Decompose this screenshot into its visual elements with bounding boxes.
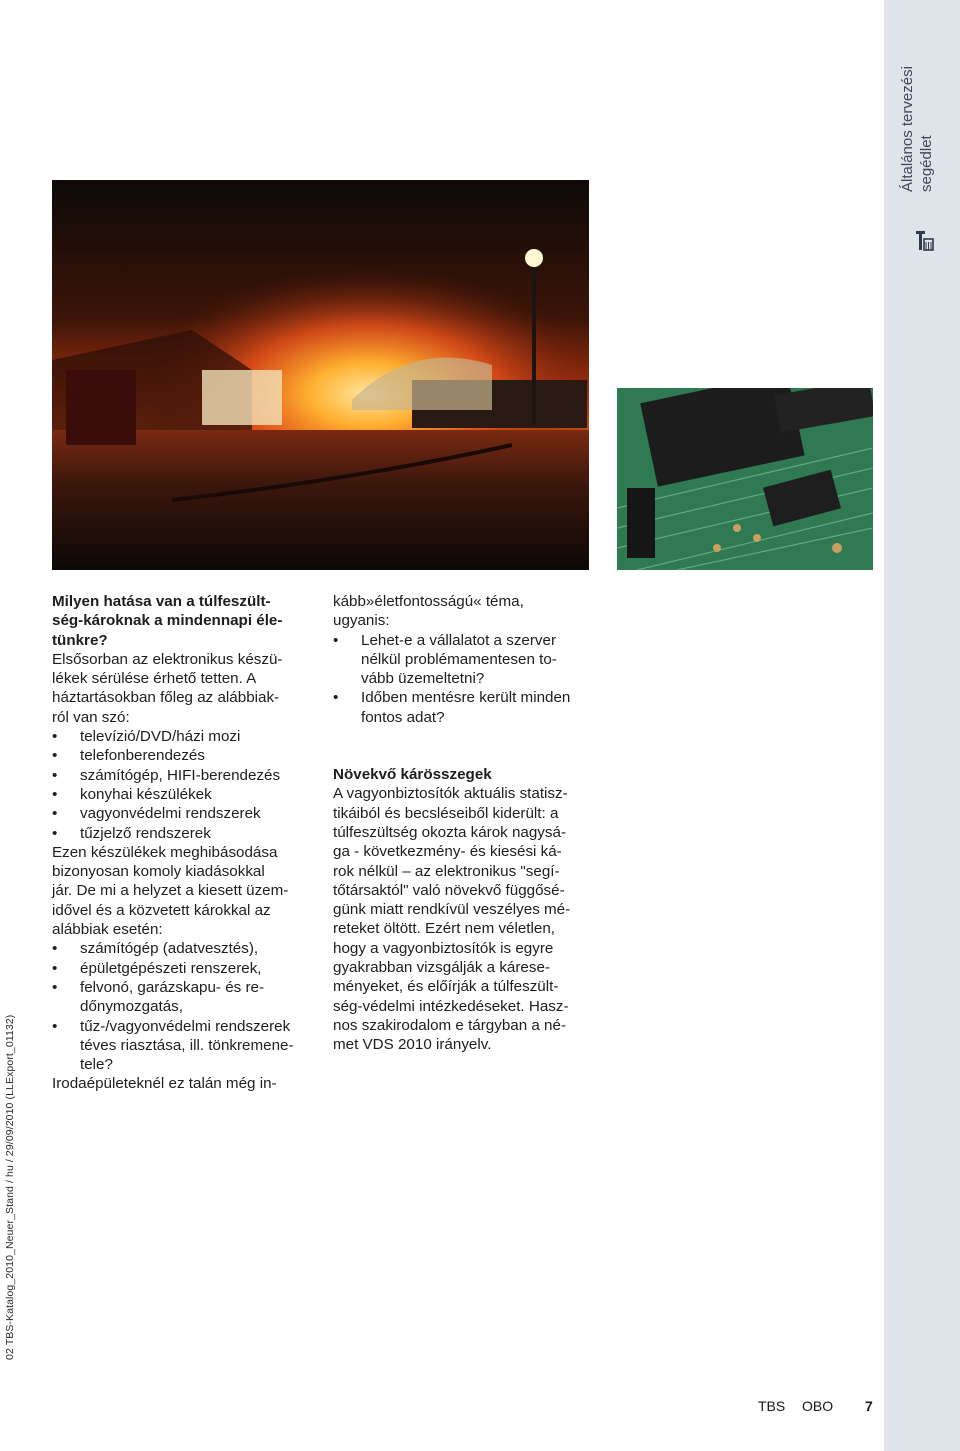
text-line: reteket öltött. Ezért nem véletlen,: [333, 920, 556, 938]
section-spacer: [333, 727, 593, 765]
text-line: bizonyosan komoly kiadásokkal: [52, 863, 265, 881]
text-line: háztartásokban főleg az alábbiak-: [52, 689, 280, 707]
text-line: ség-védelmi intézkedéseket. Hasz-: [333, 997, 569, 1015]
heading-line: ség-károknak a mindennapi éle-: [52, 612, 283, 630]
list-item: • tűzjelző rendszerek: [52, 824, 310, 843]
text-line: ugyanis:: [333, 612, 390, 630]
heading-growing-damages: Növekvő kárösszegek: [333, 766, 492, 784]
text-line: ményeket, és előírják a túlfeszült-: [333, 978, 559, 996]
sidebar-title-line1: Általános tervezési: [899, 66, 916, 192]
text-line: kább»életfontosságú« téma,: [333, 593, 524, 610]
list-item: • számítógép (adatvesztés),: [52, 939, 310, 958]
list-item: • számítógép, HIFI-berendezés: [52, 766, 310, 785]
list-item: • felvonó, garázskapu- és re- dőnymozgatás,: [52, 978, 310, 1017]
page-number: 7: [865, 1398, 873, 1414]
right-text-column: [333, 592, 593, 1055]
text-line: lékek sérülése érhető tetten. A: [52, 670, 257, 688]
text-line: A vagyonbiztosítók aktuális statisz-: [333, 785, 568, 803]
paragraph-intro: [52, 650, 310, 727]
list-item: • tűz-/vagyonvédelmi rendszerek téves riasztása, ill. tönkremene- tele?: [52, 1017, 310, 1075]
heading-line: tünkre?: [52, 631, 108, 649]
text-line: nos szakirodalom e tárgyban a né-: [333, 1016, 567, 1034]
heading-effects: [52, 592, 310, 650]
question-list: [333, 631, 593, 727]
list-item: • épületgépészeti renszerek,: [52, 959, 310, 978]
text-line: alábbiak esetén:: [52, 921, 163, 939]
footer-brand-obo: OBO: [802, 1398, 834, 1414]
text-line: met VDS 2010 irányelv.: [333, 1036, 492, 1054]
indirect-damage-list: [52, 939, 310, 1074]
paragraph-continued: [333, 592, 593, 631]
text-line: tőtársaktól" való növekvő függősé-: [333, 881, 565, 899]
list-item: • vagyonvédelmi rendszerek: [52, 804, 310, 823]
paragraph-insurers: [333, 784, 593, 1054]
footer-brand-tbs: TBS: [758, 1398, 786, 1414]
list-item: • Lehet-e a vállalatot a szerver nélkül problémamentesen to- vább üzemeltetni?: [333, 631, 593, 689]
paragraph-office: Irodaépületeknél ez talán még in-: [52, 1075, 277, 1093]
circuit-board-photo: [617, 388, 873, 570]
text-line: Ezen készülékek meghibásodása: [52, 843, 278, 861]
text-line: gyakrabban vizsgálják a kárese-: [333, 959, 550, 977]
list-item: • televízió/DVD/házi mozi: [52, 727, 310, 746]
text-line: rok nélkül – az elektronikus "segí-: [333, 862, 560, 880]
household-device-list: [52, 727, 310, 843]
text-line: günk miatt rendkívül veszélyes mé-: [333, 901, 571, 919]
sidebar-tab: [884, 0, 960, 1451]
left-text-column: [52, 592, 310, 1094]
fire-scene-photo: [52, 180, 589, 570]
list-item: • konyhai készülékek: [52, 785, 310, 804]
text-line: túlfeszültség okozta károk nagysá-: [333, 823, 566, 841]
text-line: ról van szó:: [52, 708, 130, 726]
tools-icon: [906, 230, 934, 252]
list-item: • Időben mentésre került minden fontos adat?: [333, 688, 593, 727]
text-line: jár. De mi a helyzet a kiesett üzem-: [52, 882, 289, 900]
file-meta-label: 02 TBS-Katalog_2010_Neuer_Stand / hu / 29/09/2010 (LLExport_01132): [4, 1014, 16, 1360]
text-line: hogy a vagyonbiztosítók is egyre: [333, 939, 554, 957]
text-line: idővel és a közvetett károkkal az: [52, 901, 271, 919]
text-line: Elsősorban az elektronikus készü-: [52, 650, 283, 668]
list-item: • telefonberendezés: [52, 746, 310, 765]
text-line: tikáiból és becsléseiből kiderült: a: [333, 804, 559, 822]
sidebar-title-line2: segédlet: [918, 135, 935, 192]
sidebar-title: [898, 0, 936, 192]
paragraph-damage: [52, 843, 310, 939]
text-line: ga - következmény- és kiesési ká-: [333, 843, 562, 861]
heading-line: Milyen hatása van a túlfeszült-: [52, 593, 271, 610]
